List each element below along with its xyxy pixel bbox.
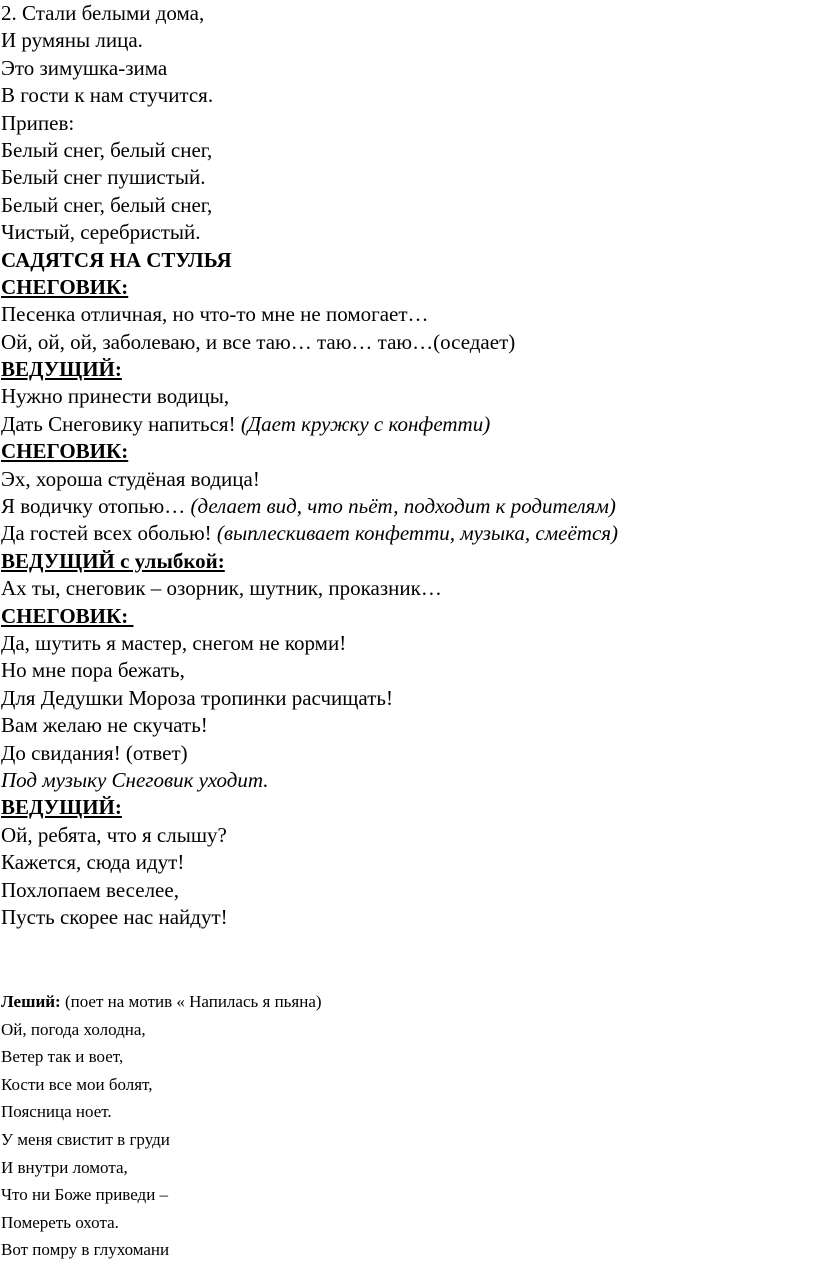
song-line: Что ни Боже приведи – [1,1185,169,1205]
verse-line: В гости к нам стучится. [1,83,214,108]
speaker-snegovik: СНЕГОВИК: [1,603,134,628]
dialogue-line: Песенка отличная, но что-то мне не помогает… [1,302,429,327]
dialogue-line: Ах ты, снеговик – озорник, шутник, проказник… [1,576,442,601]
song-intro: (поет на мотив « Напилась я пьяна) [60,992,322,1011]
speaker-vedushchiy: ВЕДУЩИЙ: [1,357,122,382]
song-line: Поясница ноет. [1,1102,112,1122]
song-line: И внутри ломота, [1,1157,128,1177]
verse-line: И румяны лица. [1,28,143,53]
song-line: Ветер так и воет, [1,1047,124,1067]
speaker-snegovik: СНЕГОВИК: [1,439,129,464]
chorus-line: Белый снег, белый снег, [1,137,213,162]
dialogue-line: Ой, ребята, что я слышу? [1,822,227,847]
song-line: Помереть охота. [1,1212,119,1232]
dialogue-text: Дать Снеговику напиться! [1,411,241,436]
dialogue-line [1,520,816,547]
dialogue-line: Нужно принести водицы, [1,384,230,409]
song-line: Ой, погода холодна, [1,1019,146,1039]
song-line: Вот помру в глухомани [1,1240,170,1260]
script-text-block [1,0,816,931]
speaker-vedushchiy: ВЕДУЩИЙ: [1,795,122,820]
dialogue-line [1,411,816,438]
speaker-snegovik: СНЕГОВИК: [1,274,129,299]
dialogue-line: До свидания! (ответ) [1,740,188,765]
stage-direction: Под музыку Снеговик уходит. [1,767,269,792]
speaker-vedushchiy: ВЕДУЩИЙ с улыбкой: [1,548,225,573]
verse-line: Это зимушка-зима [1,55,168,80]
stage-note: (делает вид, что пьёт, подходит к родителям) [190,494,616,519]
song-line: Кости все мои болят, [1,1074,153,1094]
dialogue-line: Пусть скорее нас найдут! [1,904,228,929]
leshiy-song-block [1,988,322,1264]
song-line: У меня свистит в груди [1,1129,170,1149]
dialogue-line [1,493,816,520]
verse-line: 2. Стали белыми дома, [1,1,205,25]
dialogue-line: Похлопаем веселее, [1,877,179,902]
dialogue-line: Вам желаю не скучать! [1,713,208,738]
dialogue-line: Эх, хороша студёная водица! [1,466,260,491]
dialogue-text: Я водичку отопью… [1,494,191,519]
stage-note: (Дает кружку с конфетти) [240,411,491,436]
speaker-leshiy: Леший: [1,992,61,1011]
chorus-line: Чистый, серебристый. [1,220,201,245]
dialogue-line: Да, шутить я мастер, снегом не корми! [1,630,347,655]
dialogue-line: Для Дедушки Мороза тропинки расчищать! [1,685,393,710]
dialogue-line: Ой, ой, ой, заболеваю, и все таю… таю… таю…(оседает) [1,329,516,354]
chorus-line: Белый снег пушистый. [1,165,206,190]
chorus-line: Белый снег, белый снег, [1,192,213,217]
dialogue-line: Кажется, сюда идут! [1,850,185,875]
dialogue-text: Да гостей всех оболью! [1,521,217,546]
stage-direction-heading: САДЯТСЯ НА СТУЛЬЯ [1,247,232,272]
stage-note: (выплескивает конфетти, музыка, смеётся) [216,521,619,546]
chorus-label: Припев: [1,110,75,135]
dialogue-line: Но мне пора бежать, [1,658,185,683]
song-intro-line [1,988,322,1016]
